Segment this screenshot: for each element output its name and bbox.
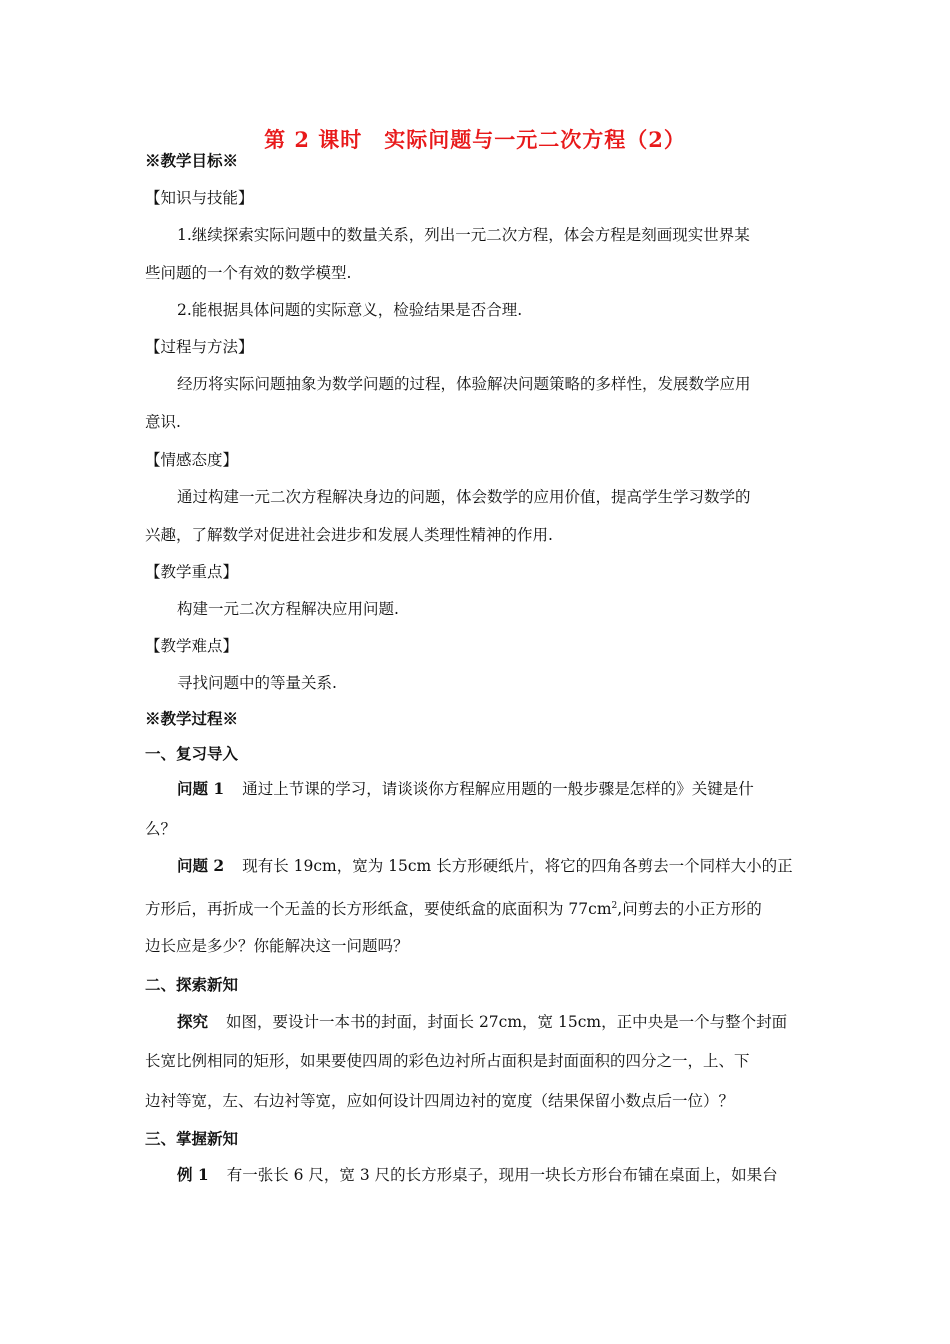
knowledge-heading: 【知识与技能】 (145, 189, 254, 207)
part3-heading: 三、掌握新知 (145, 1129, 239, 1148)
process-line2: 意识. (145, 413, 181, 431)
knowledge-item1-line1: 1.继续探索实际问题中的数量关系，列出一元二次方程，体会方程是刻画现实世界某 (177, 226, 750, 244)
difficulty-text: 寻找问题中的等量关系. (177, 674, 337, 692)
knowledge-item2: 2.能根据具体问题的实际意义，检验结果是否合理. (177, 301, 523, 319)
process-main-heading: ※教学过程※ (145, 709, 239, 728)
explore-line2: 长宽比例相同的矩形，如果要使四周的彩色边衬所占面积是封面面积的四分之一，上、下 (145, 1052, 750, 1070)
example1-line1 (177, 1164, 847, 1186)
difficulty-heading: 【教学难点】 (145, 637, 239, 655)
question2-line2-a: 方形后，再折成一个无盖的长方形纸盒，要使纸盒的底面积为 77cm (145, 900, 612, 919)
part1-heading: 一、复习导入 (145, 744, 239, 763)
explore-line1 (177, 1011, 847, 1033)
question1-line2: 么？ (145, 820, 177, 838)
question2-line3: 边长应是多少？你能解决这一问题吗？ (145, 937, 409, 955)
explore-label: 探究 (177, 1012, 209, 1031)
example1-label: 例 1 (177, 1165, 209, 1184)
example1-text: 有一张长 6 尺，宽 3 尺的长方形桌子，现用一块长方形台布铺在桌面上，如果台 (226, 1166, 778, 1184)
emotion-line2: 兴趣，了解数学对促进社会进步和发展人类理性精神的作用. (145, 526, 553, 544)
question2-line2-b: ,问剪去的小正方形的 (617, 900, 762, 919)
explore-text: 如图，要设计一本书的封面，封面长 27cm，宽 15cm，正中央是一个与整个封面 (226, 1013, 788, 1031)
focus-heading: 【教学重点】 (145, 563, 239, 581)
focus-text: 构建一元二次方程解决应用问题. (177, 600, 399, 618)
goals-heading: ※教学目标※ (145, 151, 239, 170)
superscript: 2 (611, 901, 618, 911)
process-heading: 【过程与方法】 (145, 338, 254, 356)
part2-heading: 二、探索新知 (145, 975, 239, 994)
question1-text: 通过上节课的学习，请谈谈你方程解应用题的一般步骤是怎样的》关键是什 (242, 780, 754, 798)
question1-label: 问题 1 (177, 779, 225, 798)
question2-line2 (145, 895, 815, 920)
question1-line1 (177, 778, 847, 800)
question2-line1 (177, 855, 847, 877)
emotion-heading: 【情感态度】 (145, 451, 239, 469)
question2-label: 问题 2 (177, 856, 225, 875)
question2-text: 现有长 19cm，宽为 15cm 长方形硬纸片，将它的四角各剪去一个同样大小的正 (242, 857, 793, 875)
emotion-line1: 通过构建一元二次方程解决身边的问题，体会数学的应用价值，提高学生学习数学的 (177, 488, 751, 506)
knowledge-item1-line2: 些问题的一个有效的数学模型. (145, 264, 352, 282)
process-line1: 经历将实际问题抽象为数学问题的过程，体验解决问题策略的多样性，发展数学应用 (177, 375, 751, 393)
explore-line3: 边衬等宽，左、右边衬等宽，应如何设计四周边衬的宽度（结果保留小数点后一位）？ (145, 1092, 735, 1110)
page-title: 第 2 课时 实际问题与一元二次方程（2） (264, 127, 686, 152)
